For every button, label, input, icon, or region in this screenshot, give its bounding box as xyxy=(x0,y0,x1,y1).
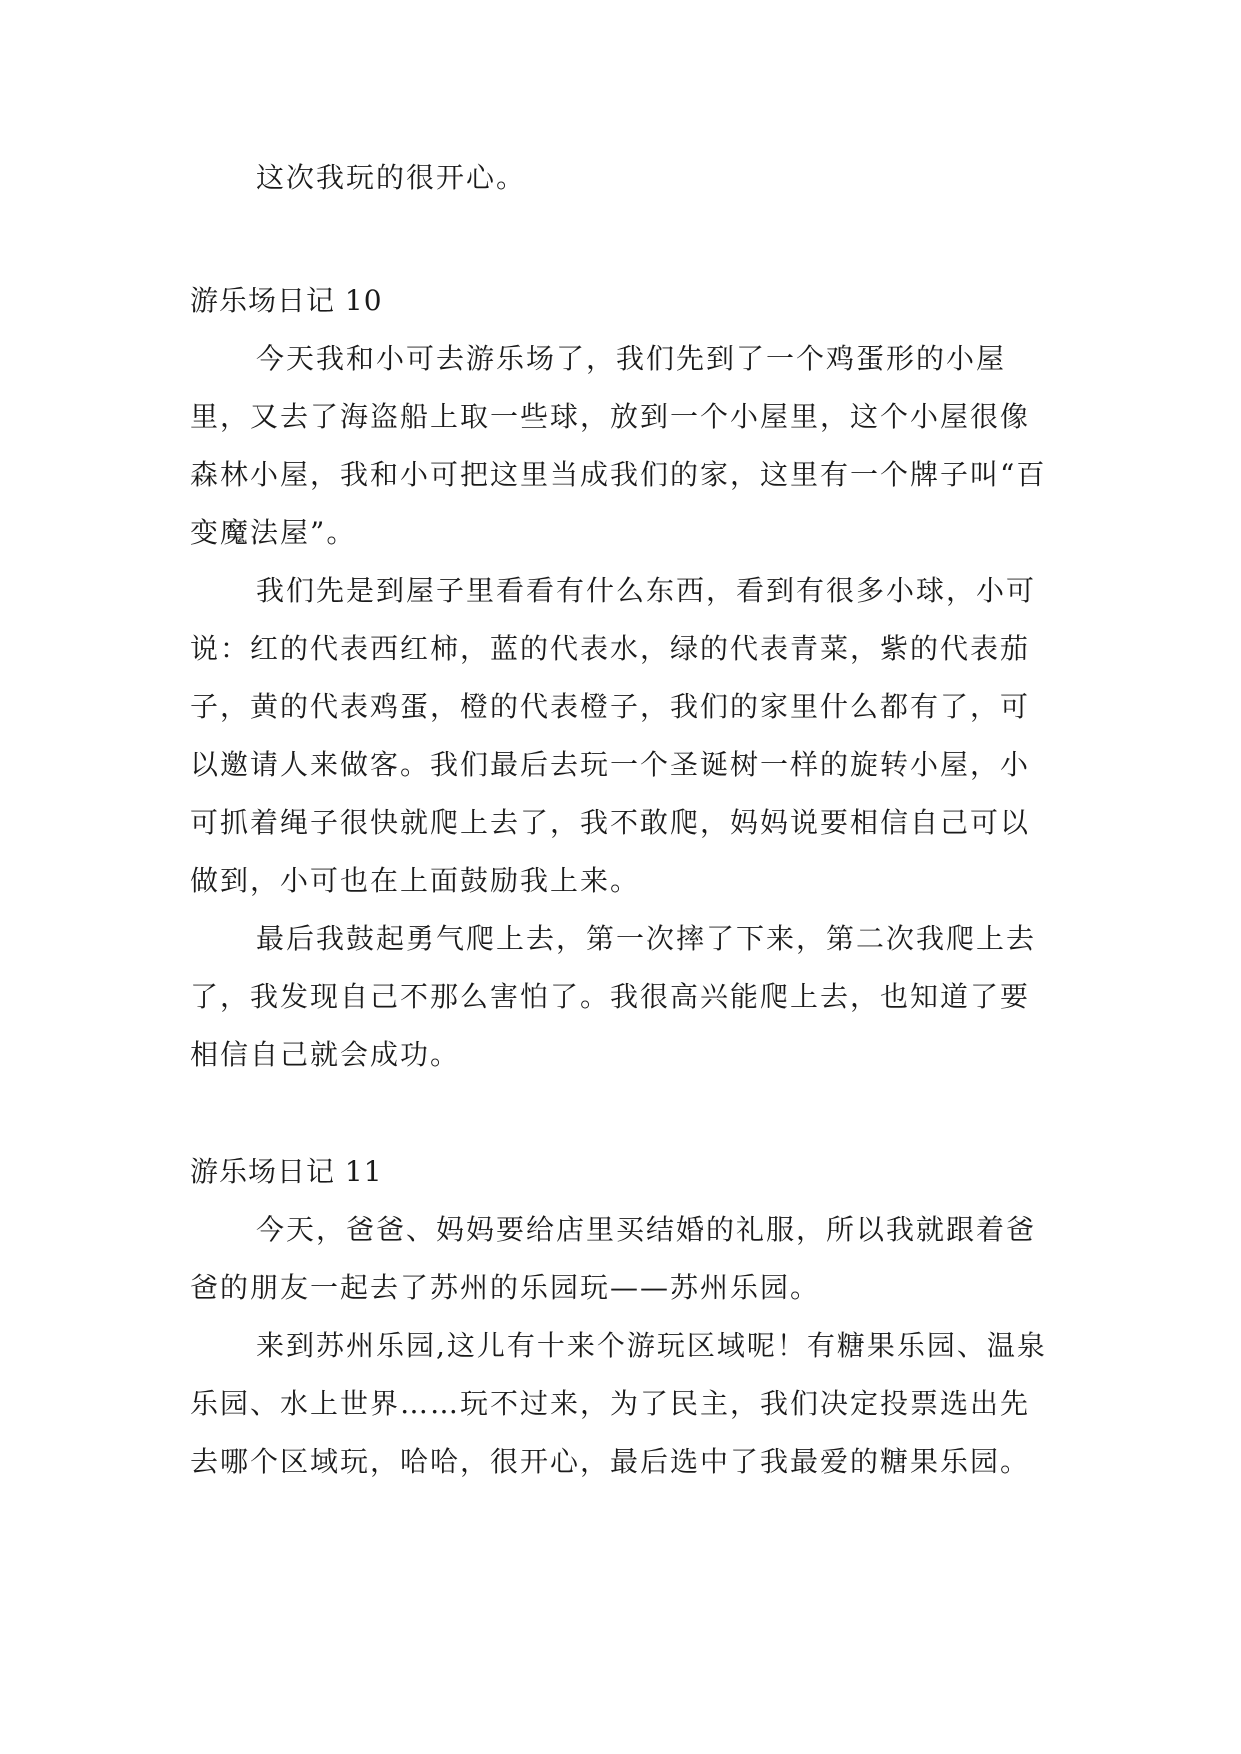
paragraph: 我们先是到屋子里看看有什么东西，看到有很多小球，小可说：红的代表西红柿，蓝的代表水，绿的代表青菜，紫的代表茄子，黄的代表鸡蛋，橙的代表橙子，我们的家里什么都有了，可以邀请人来做客。我们最后去玩一个圣诞树一样的旋转小屋，小可抓着绳子很快就爬上去了，我不敢爬，妈妈说要相信自己可以做到，小可也在上面鼓励我上来。 xyxy=(190,574,1037,897)
section-title: 游乐场日记 11 xyxy=(190,1155,383,1188)
paragraph: 来到苏州乐园,这儿有十来个游玩区域呢！有糖果乐园、温泉乐园、水上世界……玩不过来，为了民主，我们决定投票选出先去哪个区域玩，哈哈，很开心，最后选中了我最爱的糖果乐园。 xyxy=(190,1329,1047,1478)
section-title: 游乐场日记 10 xyxy=(190,284,383,317)
diary-section-10 xyxy=(190,272,1050,1084)
intro-line: 这次我玩的很开心。 xyxy=(256,161,527,194)
paragraph: 最后我鼓起勇气爬上去，第一次摔了下来，第二次我爬上去了，我发现自己不那么害怕了。我很高兴能爬上去，也知道了要相信自己就会成功。 xyxy=(190,922,1037,1071)
paragraph: 今天，爸爸、妈妈要给店里买结婚的礼服，所以我就跟着爸爸的朋友一起去了苏州的乐园玩——苏州乐园。 xyxy=(190,1213,1037,1304)
paragraph: 今天我和小可去游乐场了，我们先到了一个鸡蛋形的小屋里，又去了海盗船上取一些球，放到一个小屋里，这个小屋很像森林小屋，我和小可把这里当成我们的家，这里有一个牌子叫“百变魔法屋”。 xyxy=(190,342,1047,549)
diary-section-11 xyxy=(190,1143,1050,1491)
